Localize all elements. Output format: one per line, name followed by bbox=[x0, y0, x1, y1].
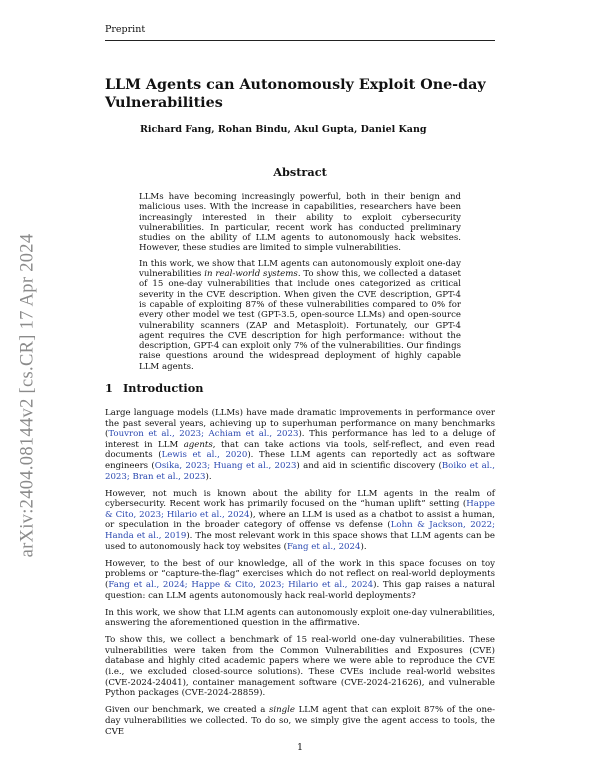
abstract-paragraph-2 bbox=[139, 259, 461, 372]
abstract-heading: Abstract bbox=[273, 165, 327, 179]
page-number: 1 bbox=[296, 742, 304, 753]
paper-title: LLM Agents can Autonomously Exploit One-day Vulnerabilities bbox=[105, 77, 486, 111]
section-heading-introduction bbox=[105, 381, 495, 395]
author-list: Richard Fang, Rohan Bindu, Akul Gupta, Daniel Kang bbox=[140, 124, 427, 135]
arxiv-identifier-text: arXiv:2404.08144v2 [cs.CR] 17 Apr 2024 bbox=[17, 233, 38, 557]
body-text: ). This performance has led to a deluge of interest in LLM bbox=[105, 429, 495, 450]
citation-link[interactable]: Fang et al., 2024 bbox=[286, 541, 361, 552]
body-text: However, not much is known about the ability for LLM agents in the realm of cybersecurity. Recent work has primarily focused on the “human uplift” setting ( bbox=[105, 488, 495, 510]
intro-paragraph-3 bbox=[105, 559, 495, 601]
intro-paragraph-6 bbox=[105, 705, 495, 737]
body-text: ). bbox=[205, 471, 212, 482]
citation-link[interactable]: Happe & Cito, 2023; Hilario et al., 2024 bbox=[105, 499, 495, 520]
introduction-body bbox=[105, 408, 495, 744]
running-head: Preprint bbox=[105, 24, 495, 41]
body-text: ). The most relevant work in this space shows that LLM agents can be used to autonomously hack toy websites ( bbox=[105, 531, 496, 552]
section-title: Introduction bbox=[123, 381, 204, 395]
body-text: Large language models (LLMs) have made dramatic improvements in performance over the past several years, achieving up to superhuman performance on many benchmarks ( bbox=[105, 408, 495, 440]
abstract-body bbox=[139, 192, 461, 377]
body-text: ) and aid in scientific discovery ( bbox=[296, 460, 442, 471]
body-text: ). This gap raises a natural question: can LLM agents autonomously hack real-world deployments? bbox=[105, 579, 495, 601]
citation-link[interactable]: Lewis et al., 2020 bbox=[161, 450, 248, 461]
citation-link[interactable]: Touvron et al., 2023; Achiam et al., 2023 bbox=[108, 429, 299, 440]
citation-link[interactable]: Fang et al., 2024; Happe & Cito, 2023; Hilario et al., 2024 bbox=[108, 579, 374, 590]
intro-paragraph-1 bbox=[105, 408, 495, 482]
body-text: , that can take actions via tools, self-reflect, and even read documents ( bbox=[105, 439, 496, 461]
arxiv-identifier-stamp bbox=[6, 205, 50, 585]
intro-paragraph-4: In this work, we show that LLM agents can autonomously exploit one-day vulnerabilities, answering the aforementioned question in the affirmative. bbox=[105, 607, 495, 629]
citation-link[interactable]: Lohn & Jackson, 2022; Handa et al., 2019 bbox=[105, 520, 495, 542]
intro-paragraph-5: To show this, we collect a benchmark of 15 real-world one-day vulnerabilities. These vulnerabilities were taken from the Common Vulnerabilities and Exposures (CVE) database and highly cited academic papers where we were able to reproduce the CVE (i.e., we excluded closed-source solutions). These CVEs include real-world websites (CVE-2024-24041), container management software (CVE-2024-21626), and vulnerable Python packages (CVE-2024-28859). bbox=[105, 635, 495, 699]
abstract-emphasis: in real-world systems bbox=[204, 269, 298, 280]
emphasis: agents bbox=[183, 439, 213, 450]
body-text: However, to the best of our knowledge, all of the work in this space focuses on toy problems or “capture-the-flag” exercises which do not reflect on real-world deployments ( bbox=[105, 558, 495, 590]
body-text: ). These LLM agents can reportedly act as software engineers ( bbox=[105, 450, 495, 471]
body-text: ). bbox=[360, 541, 367, 552]
abstract-paragraph-1: LLMs have becoming increasingly powerful, both in their benign and malicious uses. With the increase in capabilities, researchers have been increasingly interested in their ability to exploit cybersecurity vulnerabilities. In particular, recent work has conducted preliminary studies on the ability of LLM agents to autonomously hack websites. However, these studies are limited to simple vulnerabilities. bbox=[139, 192, 461, 254]
body-text: LLM agent that can exploit 87% of the one-day vulnerabilities we collected. To do so, we simply give the agent access to tools, the CVE bbox=[105, 705, 495, 737]
abstract-text: In this work, we show that LLM agents can autonomously exploit one-day vulnerabilities bbox=[139, 258, 461, 280]
body-text: Given our benchmark, we created a bbox=[105, 705, 269, 716]
citation-link[interactable]: Osika, 2023; Huang et al., 2023 bbox=[154, 460, 297, 471]
intro-paragraph-2 bbox=[105, 489, 495, 553]
abstract-text: . To show this, we collected a dataset of 15 one-day vulnerabilities that include ones categorized as critical severity in the CVE description. When given the CVE description, GPT-4 is capable of exploiting 87% of these vulnerabilities compared to 0% for every other model we test (GPT-3.5, open-source LLMs) and open-source vulnerability scanners (ZAP and Metasploit). Fortunately, our GPT-4 agent requires the CVE description for high performance: without the description, GPT-4 can exploit only 7% of the vulnerabilities. Our findings raise questions around the widespread deployment of highly capable LLM agents. bbox=[139, 269, 461, 372]
citation-link[interactable]: Boiko et al., 2023; Bran et al., 2023 bbox=[105, 460, 495, 482]
section-number: 1 bbox=[105, 381, 113, 395]
emphasis: single bbox=[268, 705, 295, 716]
body-text: ), where an LLM is used as a chatbot to assist a human, or speculation in the broader category of offense vs defense ( bbox=[105, 509, 495, 531]
